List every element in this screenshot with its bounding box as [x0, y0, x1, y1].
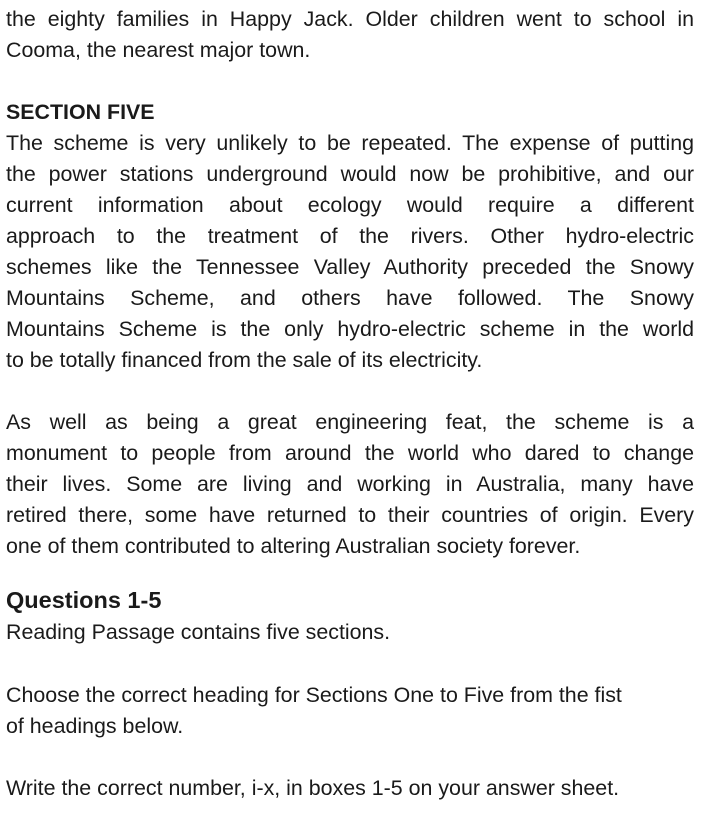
intro-line-1: the eighty families in Happy Jack. Older children went to school in	[6, 7, 694, 31]
section-five-p2-line-1: As well as being a great engineering feat, the scheme is a	[6, 410, 694, 434]
section-five-p2-line-5: one of them contributed to altering Australian society forever.	[6, 534, 581, 558]
section-five-p1-line-4: approach to the treatment of the rivers. Other hydro-electric	[6, 224, 694, 248]
section-five-p2-line-4: retired there, some have returned to their countries of origin. Every	[6, 503, 694, 527]
section-five-p1-line-7: Mountains Scheme is the only hydro-electric scheme in the world	[6, 317, 694, 341]
questions-instruction-2-line-1: Choose the correct heading for Sections One to Five from the fist	[6, 683, 622, 707]
questions-instruction-2-line-2: of headings below.	[6, 714, 184, 738]
section-five-p1-line-2: the power stations underground would now be prohibitive, and our	[6, 162, 694, 186]
questions-instruction-3: Write the correct number, i-x, in boxes 1-5 on your answer sheet.	[6, 776, 620, 800]
section-five-p1-line-8: to be totally financed from the sale of its electricity.	[6, 348, 483, 372]
section-five-p2-line-2: monument to people from around the world who dared to change	[6, 441, 694, 465]
section-five-p1-line-6: Mountains Scheme, and others have followed. The Snowy	[6, 286, 694, 310]
section-five-p1-line-5: schemes like the Tennessee Valley Authority preceded the Snowy	[6, 255, 694, 279]
section-five-heading: SECTION FIVE	[6, 100, 155, 124]
questions-heading: Questions 1-5	[6, 587, 162, 613]
section-five-p2-line-3: their lives. Some are living and working in Australia, many have	[6, 472, 694, 496]
section-five-p1-line-1: The scheme is very unlikely to be repeated. The expense of putting	[6, 131, 694, 155]
section-five-p1-line-3: current information about ecology would require a different	[6, 193, 694, 217]
intro-line-2: Cooma, the nearest major town.	[6, 38, 311, 62]
questions-instruction-1: Reading Passage contains five sections.	[6, 620, 391, 644]
